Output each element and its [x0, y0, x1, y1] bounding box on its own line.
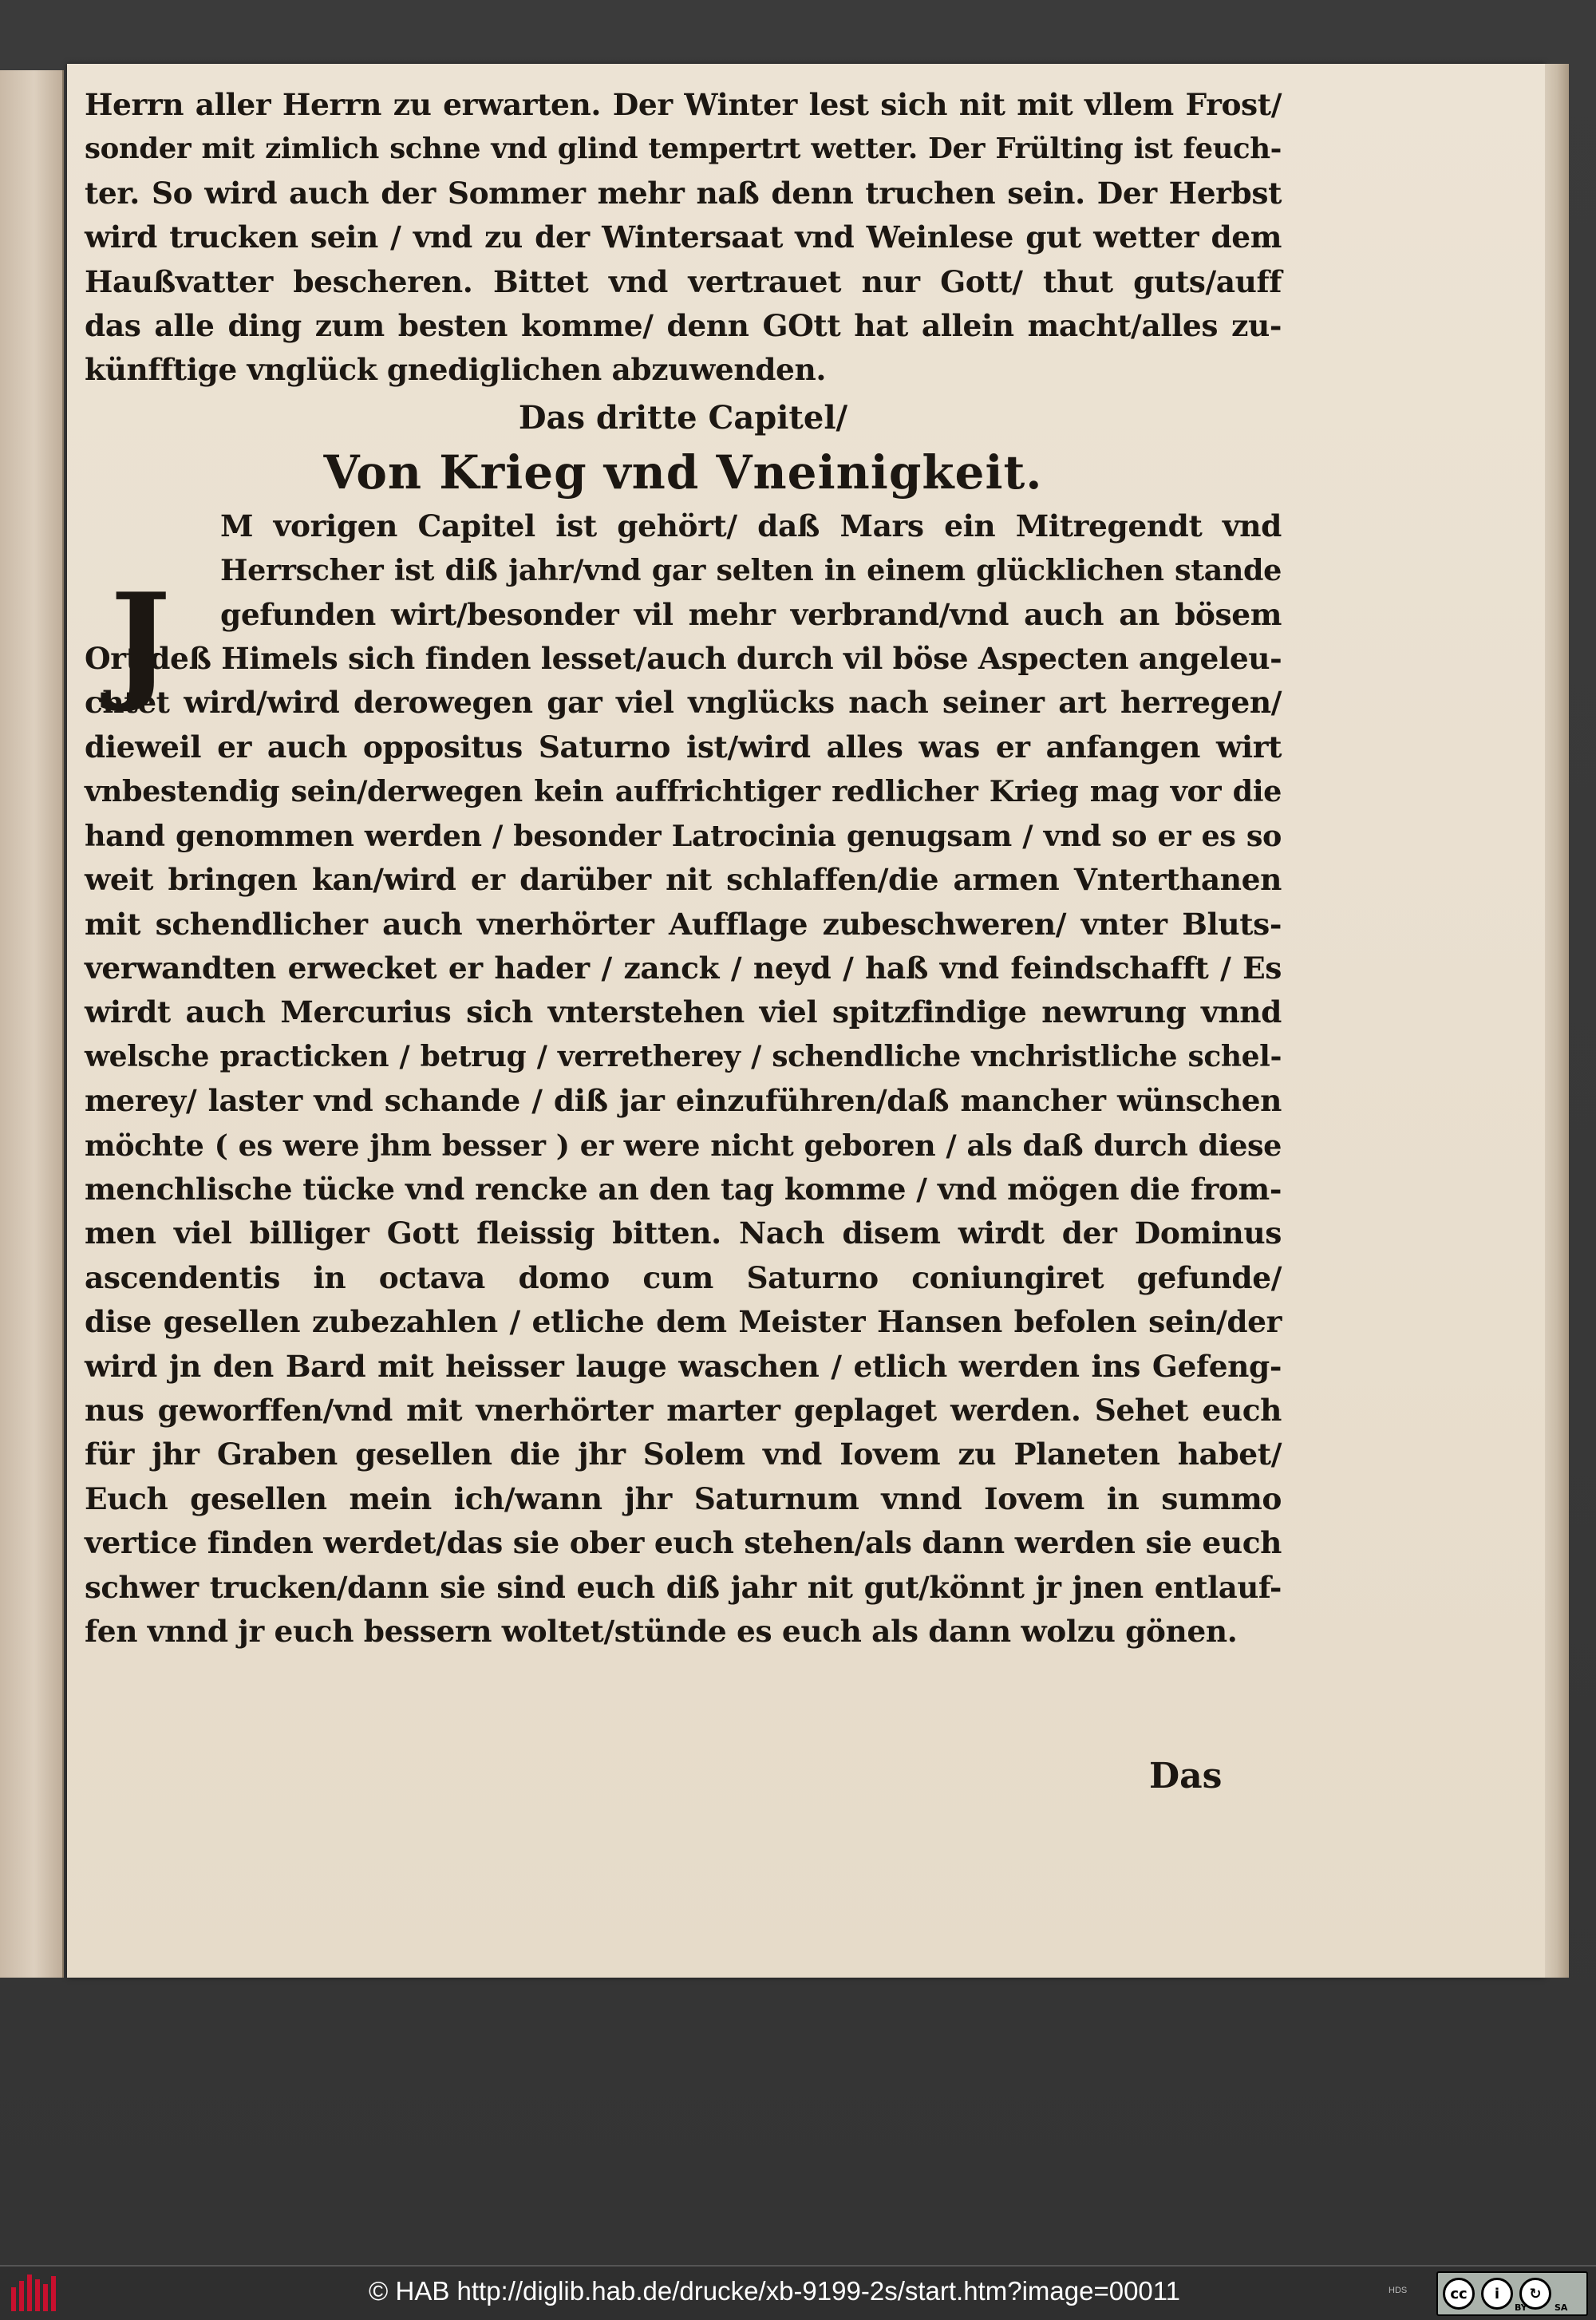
text-line: menchlische tücke vnd rencke an den tag komme / vnd mögen die from-: [85, 1171, 1282, 1207]
text-line: weit bringen kan/wird er darüber nit schlaffen/die armen Vnterthanen: [85, 862, 1282, 898]
left-page-edge: [0, 70, 64, 1978]
page-text: [85, 83, 1282, 1654]
text-line: vertice finden werdet/das sie ober euch stehen/als dann werden sie euch: [85, 1525, 1282, 1561]
text-line: gefunden wirt/besonder vil mehr verbrand/vnd auch an bösem: [220, 596, 1282, 632]
text-line: künfftige vnglück gnediglichen abzuwenden.: [85, 352, 827, 388]
text-line: für jhr Graben gesellen die jhr Solem vnd Iovem zu Planeten habet/: [85, 1437, 1282, 1472]
drop-cap: J: [110, 565, 171, 715]
chapter-title: Von Krieg vnd Vneinigkeit.: [323, 445, 1043, 500]
text-line: vnbestendig sein/derwegen kein auffrichtiger redlicher Krieg mag vor die: [85, 774, 1282, 809]
text-line: wird trucken sein / vnd zu der Wintersaat vnd Weinlese gut wetter dem: [85, 219, 1282, 255]
footer-bar: [0, 2265, 1596, 2320]
catchword: Das: [1149, 1756, 1223, 1796]
paragraph-top: [85, 83, 1282, 393]
text-line: Herrscher ist diß jahr/vnd gar selten in einem glücklichen stande: [220, 553, 1282, 588]
cc-icon: cc: [1443, 2278, 1475, 2310]
chapter-number: Das dritte Capitel/: [518, 398, 848, 437]
text-line: dieweil er auch oppositus Saturno ist/wird alles was er anfangen wirt: [85, 729, 1282, 765]
text-line: wird jn den Bard mit heisser lauge waschen / etlich werden ins Gefeng-: [85, 1348, 1282, 1384]
cc-license-badge[interactable]: [1436, 2271, 1588, 2316]
text-line: hand genommen werden / besonder Latrocinia genugsam / vnd so er es so: [85, 818, 1282, 853]
text-line: dise gesellen zubezahlen / etliche dem Meister Hansen befolen sein/der: [85, 1304, 1282, 1340]
text-line: verwandten erwecket er hader / zanck / neyd / haß vnd feindschafft / Es: [85, 950, 1282, 986]
text-line: mit schendlicher auch vnerhörter Aufflage zubeschweren/ vnter Bluts-: [85, 906, 1282, 942]
paragraph-body: [85, 504, 1282, 1654]
text-line: wirdt auch Mercurius sich vnterstehen viel spitzfindige newrung vnnd: [85, 994, 1282, 1030]
share-alike-icon: ↻: [1519, 2278, 1551, 2310]
footer-credit-link[interactable]: © HAB http://diglib.hab.de/drucke/xb-9199-2s/start.htm?image=00011: [369, 2276, 1181, 2306]
text-line: merey/ laster vnd schande / diß jar einzuführen/daß mancher wünschen: [85, 1083, 1282, 1119]
hab-logo: [11, 2275, 65, 2311]
text-line: sonder mit zimlich schne vnd glind tempertrt wetter. Der Frülting ist feuch-: [85, 132, 1282, 166]
text-line: men viel billiger Gott fleissig bitten. Nach disem wirdt der Dominus: [85, 1215, 1282, 1251]
text-line: Euch gesellen mein ich/wann jhr Saturnum vnnd Iovem in summo: [85, 1480, 1282, 1516]
right-page-edge: [1545, 64, 1569, 1978]
license-sa-label: SA: [1555, 2302, 1568, 2313]
license-by-label: BY: [1515, 2302, 1527, 2313]
text-line: Herrn aller Herrn zu erwarten. Der Winter lest sich nit mit vllem Frost/: [85, 87, 1282, 122]
attribution-icon: i: [1481, 2278, 1513, 2310]
text-line: welsche practicken / betrug / verretherey / schendliche vnchristliche schel-: [85, 1039, 1282, 1073]
text-line: fen vnnd jr euch bessern woltet/stünde es euch als dann wolzu gönen.: [85, 1614, 1238, 1649]
text-line: chtet wird/wird derowegen gar viel vnglücks nach seiner art herregen/: [85, 685, 1282, 721]
text-line: möchte ( es were jhm besser ) er were nicht geboren / als daß durch diese: [85, 1128, 1282, 1163]
text-line: M vorigen Capitel ist gehört/ daß Mars ein Mitregendt vnd: [220, 508, 1282, 543]
text-line: ter. So wird auch der Sommer mehr naß denn truchen sein. Der Herbst: [85, 175, 1282, 211]
text-line: schwer trucken/dann sie sind euch diß jahr nit gut/könnt jr jnen entlauf-: [85, 1569, 1282, 1605]
text-line: Ort deß Himels sich finden lesset/auch durch vil böse Aspecten angeleu-: [85, 641, 1282, 677]
text-line: ascendentis in octava domo cum Saturno coniungiret gefunde/: [85, 1259, 1282, 1295]
footer-mark: HDS: [1389, 2286, 1408, 2295]
text-line: das alle ding zum besten komme/ denn GOtt hat allein macht/alles zu-: [85, 308, 1282, 344]
text-line: Haußvatter bescheren. Bittet vnd vertrauet nur Gott/ thut guts/auff: [85, 263, 1282, 299]
text-line: nus geworffen/vnd mit vnerhörter marter geplaget werden. Sehet euch: [85, 1392, 1282, 1428]
